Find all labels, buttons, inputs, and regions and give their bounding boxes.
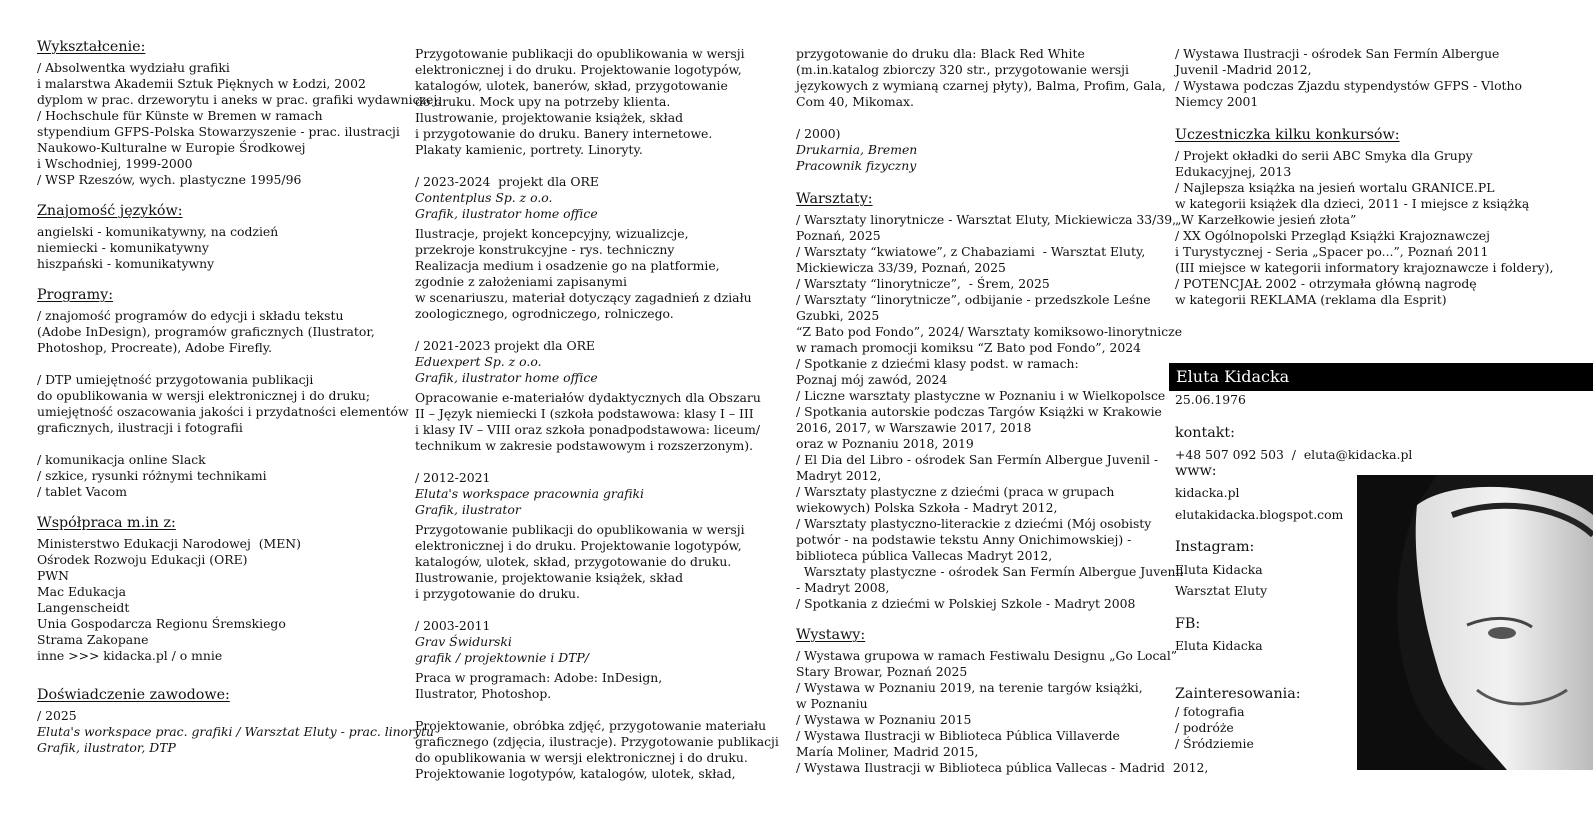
portrait-photo	[1357, 475, 1593, 770]
line: w kategorii książek dla dzieci, 2011 - I miejsce z książką	[1175, 196, 1530, 211]
programs-section	[37, 286, 407, 500]
contact-info: +48 507 092 503 / eluta@kidacka.pl	[1175, 447, 1413, 462]
experience-date: / 2025	[37, 708, 77, 723]
line: w Poznaniu	[796, 696, 868, 711]
line: / znajomość programów do edycji i składu tekstu	[37, 308, 344, 323]
programs-block-2	[37, 372, 407, 436]
line: inne >>> kidacka.pl / o mnie	[37, 648, 223, 663]
line: II – Język niemiecki I (szkoła podstawowa: klasy I – III	[415, 406, 754, 421]
line: Com 40, Mikomax.	[796, 94, 914, 109]
fb-heading: FB:	[1175, 616, 1201, 632]
line: Eluta's workspace prac. grafiki / Warsztat Eluty - prac. linorytu	[37, 724, 435, 739]
line: Naukowo-Kulturalne w Europie Środkowej	[37, 140, 306, 155]
line: / Warsztaty “linorytnicze”, odbijanie - przedszkole Leśne	[796, 292, 1151, 307]
line: / Wystawa podczas Zjazdu stypendystów GFPS - Vlotho	[1175, 78, 1522, 93]
line: Projektowanie, obróbka zdjęć, przygotowanie materiału	[415, 718, 767, 733]
line: w ramach promocji komiksu “Z Bato pod Fondo”, 2024	[796, 340, 1142, 355]
job-description	[415, 522, 755, 602]
line: Juvenil -Madrid 2012,	[1175, 62, 1312, 77]
line: przygotowanie do druku dla: Black Red White	[796, 46, 1085, 61]
line: - Madryt 2008,	[796, 580, 890, 595]
line: angielski - komunikatywny, na codzień	[37, 224, 279, 239]
line: Strama Zakopane	[37, 632, 149, 647]
col3-job-italic	[796, 142, 1156, 174]
line: „W Karzełkowie jesień złota”	[1175, 212, 1357, 227]
line: Plakaty kamienic, portrety. Linoryty.	[415, 142, 643, 157]
line: Warsztaty plastyczne - ośrodek San Fermín Albergue Juvenil	[796, 564, 1184, 579]
line: oraz w Poznaniu 2018, 2019	[796, 436, 974, 451]
languages-section	[37, 202, 407, 272]
line	[415, 702, 755, 718]
line: / Warsztaty plastyczne z dziećmi (praca w grupach	[796, 484, 1115, 499]
line: Ośrodek Rozwoju Edukacji (ORE)	[37, 552, 248, 567]
job-date: / 2021-2023 projekt dla ORE	[415, 338, 595, 353]
job-entry	[415, 470, 755, 618]
fb-value: Eluta Kidacka	[1175, 638, 1263, 653]
column-4	[1175, 46, 1554, 322]
line: graficznych, ilustracji i fotografii	[37, 420, 243, 435]
line: / Warsztaty plastyczno-literackie z dziećmi (Mój osobisty	[796, 516, 1152, 531]
workshops-section	[796, 190, 1184, 612]
exhibitions-heading: Wystawy:	[796, 627, 866, 643]
line: katalogów, ulotek, banerów, skład, przygotowanie	[415, 78, 728, 93]
line: / Warsztaty “kwiatowe”, z Chabaziami - Warsztat Eluty,	[796, 244, 1146, 259]
line: i przygotowanie do druku.	[415, 586, 580, 601]
line: / El Dia del Libro - ośrodek San Fermín Albergue Juvenil -	[796, 452, 1159, 467]
line: / szkice, rysunki różnymi technikami	[37, 468, 267, 483]
line: graficznego (zdjęcia, ilustracje). Przygotowanie publikacji	[415, 734, 779, 749]
line: Realizacja medium i osadzenie go na platformie,	[415, 258, 720, 273]
line: Grafik, ilustrator	[415, 502, 521, 517]
line: / tablet Vacom	[37, 484, 127, 499]
line: / Spotkania autorskie podczas Targów Książki w Krakowie	[796, 404, 1162, 419]
line: (m.in.katalog zbiorczy 320 str., przygotowanie wersji	[796, 62, 1129, 77]
line: i Turystycznej - Seria „Spacer po...”, Poznań 2011	[1175, 244, 1489, 259]
column-1	[37, 38, 442, 770]
line: Ilustracje, projekt koncepcyjny, wizualizcje,	[415, 226, 689, 241]
line: Photoshop, Procreate), Adobe Firefly.	[37, 340, 273, 355]
line: / Spotkania z dziećmi w Polskiej Szkole - Madryt 2008	[796, 596, 1136, 611]
job-date: / 2023-2024 projekt dla ORE	[415, 174, 599, 189]
line: w kategorii REKLAMA (reklama dla Esprit)	[1175, 292, 1447, 307]
column-2	[415, 46, 779, 782]
line: Edukacyjnej, 2013	[1175, 164, 1292, 179]
programs-heading: Programy:	[37, 287, 114, 303]
education-section	[37, 38, 442, 188]
job-description	[415, 226, 755, 322]
languages-list	[37, 224, 407, 272]
line: Madryt 2012,	[796, 468, 882, 483]
line: / Wystawa w Poznaniu 2019, na terenie targów książki,	[796, 680, 1143, 695]
line: / Warsztaty linorytnicze - Warsztat Eluty, Mickiewicza 33/39,	[796, 212, 1177, 227]
education-list	[37, 60, 442, 188]
line: / Spotkanie z dziećmi klasy podst. w ramach:	[796, 356, 1079, 371]
line: / Wystawa grupowa w ramach Festiwalu Designu „Go Local”	[796, 648, 1178, 663]
www-link-1[interactable]: kidacka.pl	[1175, 485, 1240, 500]
experience-italic	[37, 724, 435, 756]
line: 2016, 2017, w Warszawie 2017, 2018	[796, 420, 1032, 435]
line: Grafik, ilustrator, DTP	[37, 740, 176, 755]
www-heading: www:	[1175, 463, 1217, 479]
line: / fotografia	[1175, 704, 1245, 719]
line: / komunikacja online Slack	[37, 452, 206, 467]
line: Contentplus Sp. z o.o.	[415, 190, 553, 205]
line: (III miejsce w kategorii informatory krajoznawcze i foldery),	[1175, 260, 1554, 275]
programs-block-3	[37, 452, 407, 500]
job-entry	[415, 174, 755, 338]
contests-heading: Uczestniczka kilku konkursów:	[1175, 127, 1400, 143]
line: i Wschodniej, 1999-2000	[37, 156, 193, 171]
col3-job-date: / 2000)	[796, 126, 841, 141]
job-title	[415, 354, 755, 386]
line: elektronicznej i do druku. Projektowanie logotypów,	[415, 538, 742, 553]
line: Ilustrowanie, projektowanie książek, skład	[415, 570, 684, 585]
line: / podróże	[1175, 720, 1234, 735]
line: Stary Browar, Poznań 2025	[796, 664, 968, 679]
languages-heading: Znajomość języków:	[37, 203, 183, 219]
line: / XX Ogólnopolski Przegląd Książki Krajoznawczej	[1175, 228, 1490, 243]
line: Przygotowanie publikacji do opublikowania w wersji	[415, 46, 745, 61]
line: do druku. Mock upy na potrzeby klienta.	[415, 94, 671, 109]
line: Mac Edukacja	[37, 584, 126, 599]
line: Ilustrowanie, projektowanie książek, skład	[415, 110, 684, 125]
line: Grafik, ilustrator home office	[415, 206, 598, 221]
line: Poznaj mój zawód, 2024	[796, 372, 948, 387]
www-link-2[interactable]: elutakidacka.blogspot.com	[1175, 507, 1344, 522]
line: Ministerstwo Edukacji Narodowej (MEN)	[37, 536, 301, 551]
instagram-1: Eluta Kidacka	[1175, 562, 1263, 577]
line: grafik / projektownie i DTP/	[415, 650, 589, 665]
line: do opublikowania w wersji elektronicznej i do druku.	[415, 750, 748, 765]
interests-list	[1175, 704, 1375, 752]
job-title	[415, 634, 755, 666]
birthdate: 25.06.1976	[1175, 392, 1246, 407]
line: Eduexpert Sp. z o.o.	[415, 354, 542, 369]
cooperation-heading: Współpraca m.in z:	[37, 515, 176, 531]
job-description	[415, 390, 761, 454]
instagram-2: Warsztat Eluty	[1175, 583, 1268, 598]
job-entry	[415, 338, 761, 470]
jobs-list	[415, 174, 779, 782]
line: dyplom w prac. drzeworytu i aneks w prac. grafiki wydawniczej.	[37, 92, 442, 107]
line: Unia Gospodarcza Regionu Śremskiego	[37, 616, 286, 631]
line: Gzubki, 2025	[796, 308, 880, 323]
line: / Warsztaty “linorytnicze”, - Śrem, 2025	[796, 276, 1050, 291]
line: Projektowanie logotypów, katalogów, ulotek, skład,	[415, 766, 736, 781]
line: (Adobe InDesign), programów graficznych (Ilustrator,	[37, 324, 375, 339]
line: Pracownik fizyczny	[796, 158, 917, 173]
line: elektronicznej i do druku. Projektowanie logotypów,	[415, 62, 742, 77]
line: / WSP Rzeszów, wych. plastyczne 1995/96	[37, 172, 302, 187]
contests-section	[1175, 126, 1554, 308]
line: biblioteca pública Vallecas Madryt 2012,	[796, 548, 1053, 563]
line: / Wystawa Ilustracji w Biblioteca pública Vallecas - Madrid 2012,	[796, 760, 1209, 775]
line: Grafik, ilustrator home office	[415, 370, 598, 385]
line: do opublikowania w wersji elektronicznej i do druku;	[37, 388, 371, 403]
col3-intro	[796, 46, 1166, 110]
line: stypendium GFPS-Polska Stowarzyszenie - prac. ilustracji	[37, 124, 400, 139]
line: potwór - na podstawie tekstu Anny Onichimowskiej) -	[796, 532, 1132, 547]
line: / Śródziemie	[1175, 736, 1254, 751]
line: i przygotowanie do druku. Banery internetowe.	[415, 126, 713, 141]
line: / Wystawa w Poznaniu 2015	[796, 712, 972, 727]
line: technikum w zakresie podstawowym i rozszerzonym).	[415, 438, 754, 453]
line: w scenariuszu, materiał dotyczący zagadnień z działu	[415, 290, 752, 305]
line: / Hochschule für Künste w Bremen w ramach	[37, 108, 323, 123]
line: PWN	[37, 568, 69, 583]
experience-section	[37, 686, 435, 756]
job-title	[415, 486, 755, 518]
job-entry	[415, 618, 779, 782]
instagram-heading: Instagram:	[1175, 539, 1255, 555]
programs-block-1	[37, 308, 407, 356]
line: Grav Świdurski	[415, 634, 512, 649]
interests-heading: Zainteresowania:	[1175, 686, 1301, 702]
name-bar: Eluta Kidacka	[1169, 363, 1593, 391]
line: zoologicznego, ogrodniczego, rolniczego.	[415, 306, 674, 321]
line: katalogów, ulotek, skład, przygotowanie do druku.	[415, 554, 732, 569]
line: Eluta's workspace pracownia grafiki	[415, 486, 644, 501]
job-date: / 2012-2021	[415, 470, 491, 485]
line: Opracowanie e-materiałów dydaktycznych dla Obszaru	[415, 390, 761, 405]
education-heading: Wykształcenie:	[37, 39, 146, 55]
workshops-list	[796, 212, 1184, 612]
line: / Liczne warsztaty plastyczne w Poznaniu i w Wielkopolsce	[796, 388, 1166, 403]
line: wiekowych) Polska Szkoła - Madryt 2012,	[796, 500, 1058, 515]
line: Ilustrator, Photoshop.	[415, 686, 552, 701]
job-description	[415, 670, 779, 782]
line: Drukarnia, Bremen	[796, 142, 918, 157]
line: przekroje konstrukcyjne - rys. techniczny	[415, 242, 675, 257]
line: / Wystawa Ilustracji w Biblioteca Pública Villaverde	[796, 728, 1120, 743]
job-date: / 2003-2011	[415, 618, 491, 633]
line: / Wystawa Ilustracji - ośrodek San Fermín Albergue	[1175, 46, 1500, 61]
line: María Moliner, Madrid 2015,	[796, 744, 979, 759]
line: / Absolwentka wydziału grafiki	[37, 60, 230, 75]
cooperation-section	[37, 514, 407, 664]
line: hiszpański - komunikatywny	[37, 256, 215, 271]
workshops-heading: Warsztaty:	[796, 191, 873, 207]
portrait-image	[1357, 475, 1593, 770]
col4-intro	[1175, 46, 1522, 110]
job-title	[415, 190, 755, 222]
line: umiejętność oszacowania jakości i przydatności elementów	[37, 404, 409, 419]
line: / Projekt okładki do serii ABC Smyka dla Grupy	[1175, 148, 1473, 163]
line: Langenscheidt	[37, 600, 130, 615]
line: językowych z wymianą czarnej płyty), Balma, Profim, Gala,	[796, 78, 1166, 93]
line: niemiecki - komunikatywny	[37, 240, 209, 255]
line: i malarstwa Akademii Sztuk Pięknych w Łodzi, 2002	[37, 76, 366, 91]
line: zgodnie z założeniami zapisanymi	[415, 274, 628, 289]
experience-heading: Doświadczenie zawodowe:	[37, 687, 230, 703]
line: Poznań, 2025	[796, 228, 881, 243]
line: / DTP umiejętność przygotowania publikacji	[37, 372, 314, 387]
cooperation-list	[37, 536, 407, 664]
line: Niemcy 2001	[1175, 94, 1259, 109]
contests-list	[1175, 148, 1554, 308]
col2-intro	[415, 46, 755, 158]
contact-heading: kontakt:	[1175, 425, 1235, 441]
line: / Najlepsza książka na jesień wortalu GRANICE.PL	[1175, 180, 1495, 195]
line: Mickiewicza 33/39, Poznań, 2025	[796, 260, 1006, 275]
line: “Z Bato pod Fondo”, 2024/ Warsztaty komiksowo-linorytnicze	[796, 324, 1183, 339]
line: Praca w programach: Adobe: InDesign,	[415, 670, 663, 685]
line: / POTENCJAŁ 2002 - otrzymała główną nagrodę	[1175, 276, 1477, 291]
line: Przygotowanie publikacji do opublikowania w wersji	[415, 522, 745, 537]
line: i klasy IV – VIII oraz szkoła ponadpodstawowa: liceum/	[415, 422, 760, 437]
